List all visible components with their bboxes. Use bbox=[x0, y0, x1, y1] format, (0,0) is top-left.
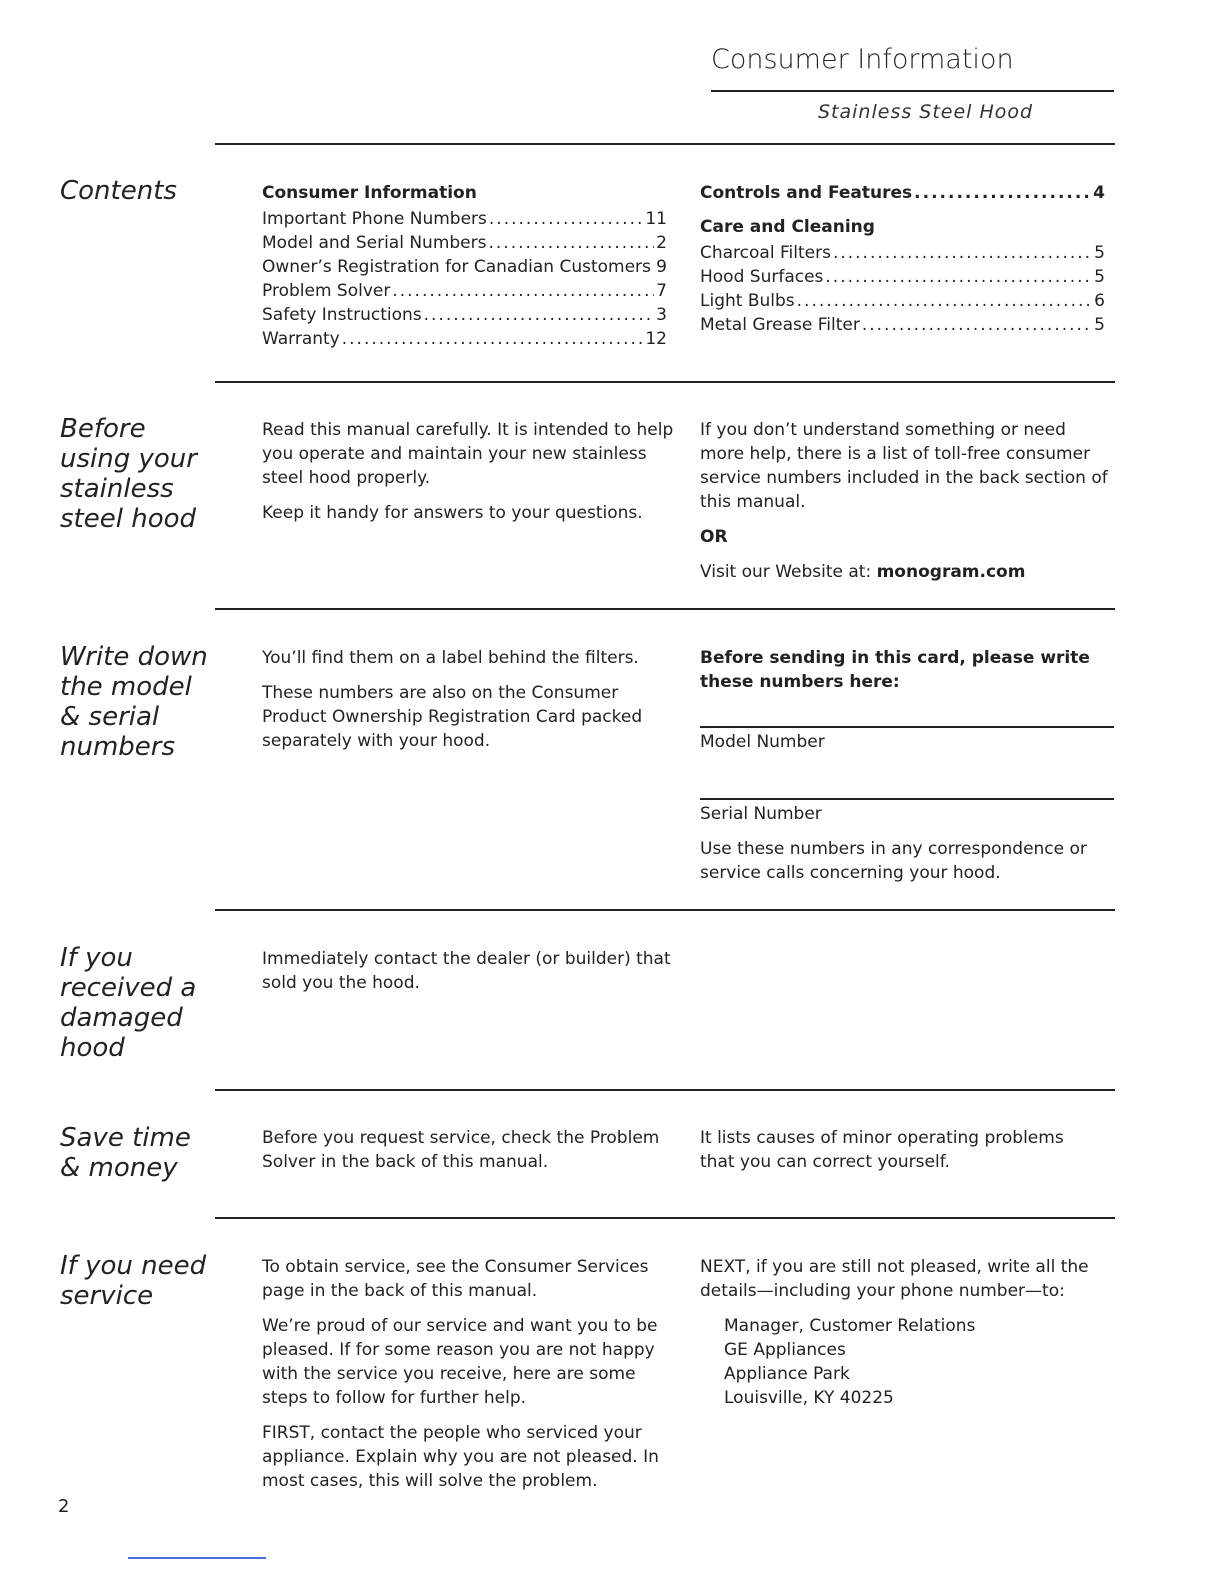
service-right bbox=[700, 1255, 1100, 1410]
toc-item[interactable]: Charcoal Filters ..... 5 bbox=[700, 241, 1105, 265]
before-using-left bbox=[262, 418, 677, 536]
before-using-title: Before using your stainless steel hood bbox=[60, 414, 197, 534]
or-label: OR bbox=[700, 527, 728, 547]
section-divider bbox=[215, 909, 1115, 911]
paragraph: Keep it handy for answers to your questions. bbox=[262, 503, 643, 523]
contents-title: Contents bbox=[60, 176, 177, 206]
toc-item[interactable]: Safety Instructions ..... 3 bbox=[262, 303, 667, 327]
address-line: Appliance Park bbox=[724, 1364, 850, 1384]
serial-number-field[interactable] bbox=[700, 798, 1114, 800]
toc-heading: Consumer Information bbox=[262, 183, 477, 203]
toc-item[interactable]: Model and Serial Numbers ..... 2 bbox=[262, 231, 667, 255]
header-rule bbox=[711, 90, 1114, 92]
section-divider bbox=[215, 608, 1115, 610]
address-line: Manager, Customer Relations bbox=[724, 1316, 976, 1336]
paragraph: Use these numbers in any correspondence or service calls concerning your hood. bbox=[700, 839, 1087, 883]
toc-item[interactable]: Light Bulbs ..... 6 bbox=[700, 289, 1105, 313]
footer-link-underline bbox=[128, 1557, 266, 1559]
toc-heading: Care and Cleaning bbox=[700, 217, 875, 237]
paragraph: It lists causes of minor operating problems that you can correct yourself. bbox=[700, 1128, 1064, 1172]
page-title: Consumer Information bbox=[711, 44, 1014, 75]
paragraph: Before you request service, check the Problem Solver in the back of this manual. bbox=[262, 1128, 660, 1172]
model-number-label: Model Number bbox=[700, 732, 825, 752]
paragraph: Read this manual carefully. It is intended to help you operate and maintain your new stainless steel hood properly. bbox=[262, 420, 674, 488]
card-instruction: Before sending in this card, please write these numbers here: bbox=[700, 648, 1090, 692]
section-divider bbox=[215, 143, 1115, 145]
toc-item[interactable]: Metal Grease Filter ..... 5 bbox=[700, 313, 1105, 337]
page-subtitle: Stainless Steel Hood bbox=[818, 101, 1034, 123]
paragraph: Immediately contact the dealer (or builder) that sold you the hood. bbox=[262, 949, 671, 993]
save-time-right bbox=[700, 1126, 1100, 1185]
toc-item[interactable]: Important Phone Numbers ..... 11 bbox=[262, 207, 667, 231]
damaged-left bbox=[262, 947, 672, 1006]
address-line: Louisville, KY 40225 bbox=[724, 1388, 894, 1408]
paragraph: If you don’t understand something or need more help, there is a list of toll-free consumer service numbers included in the back section of this manual. bbox=[700, 420, 1108, 512]
mailing-address bbox=[700, 1314, 1100, 1410]
address-line: GE Appliances bbox=[724, 1340, 846, 1360]
website-line: Visit our Website at: monogram.com bbox=[700, 562, 1026, 582]
write-down-right bbox=[700, 646, 1114, 896]
toc-item[interactable]: Warranty ..... 12 bbox=[262, 327, 667, 351]
save-time-title: Save time & money bbox=[60, 1123, 191, 1183]
contents-consumer-info bbox=[262, 181, 667, 351]
toc-item[interactable]: Owner’s Registration for Canadian Customers ..... 9 bbox=[262, 255, 667, 279]
write-down-left bbox=[262, 646, 677, 764]
section-divider bbox=[215, 1217, 1115, 1219]
paragraph: You’ll find them on a label behind the filters. bbox=[262, 648, 639, 668]
save-time-left bbox=[262, 1126, 667, 1185]
paragraph: To obtain service, see the Consumer Services page in the back of this manual. bbox=[262, 1257, 649, 1301]
model-number-field[interactable] bbox=[700, 726, 1114, 728]
service-title: If you need service bbox=[60, 1251, 207, 1311]
paragraph: FIRST, contact the people who serviced your appliance. Explain why you are not pleased. In most cases, this will solve the problem. bbox=[262, 1423, 659, 1491]
before-using-right bbox=[700, 418, 1112, 595]
section-divider bbox=[215, 1089, 1115, 1091]
serial-number-label: Serial Number bbox=[700, 804, 822, 824]
paragraph: NEXT, if you are still not pleased, write all the details—including your phone number—to: bbox=[700, 1257, 1089, 1301]
contents-care bbox=[700, 181, 1105, 337]
section-divider bbox=[215, 381, 1115, 383]
paragraph: These numbers are also on the Consumer Product Ownership Registration Card packed separately with your hood. bbox=[262, 683, 643, 751]
damaged-title: If you received a damaged hood bbox=[60, 943, 197, 1063]
page-number: 2 bbox=[58, 1496, 70, 1517]
service-left bbox=[262, 1255, 682, 1504]
toc-item[interactable]: Problem Solver ..... 7 bbox=[262, 279, 667, 303]
paragraph: We’re proud of our service and want you to be pleased. If for some reason you are not happy with the service you receive, here are some steps to follow for further help. bbox=[262, 1316, 658, 1408]
write-down-title: Write down the model & serial numbers bbox=[60, 642, 208, 762]
toc-item-controls[interactable]: Controls and Features ..... 4 bbox=[700, 181, 1105, 205]
website-link[interactable]: monogram.com bbox=[876, 562, 1026, 582]
toc-item[interactable]: Hood Surfaces ..... 5 bbox=[700, 265, 1105, 289]
